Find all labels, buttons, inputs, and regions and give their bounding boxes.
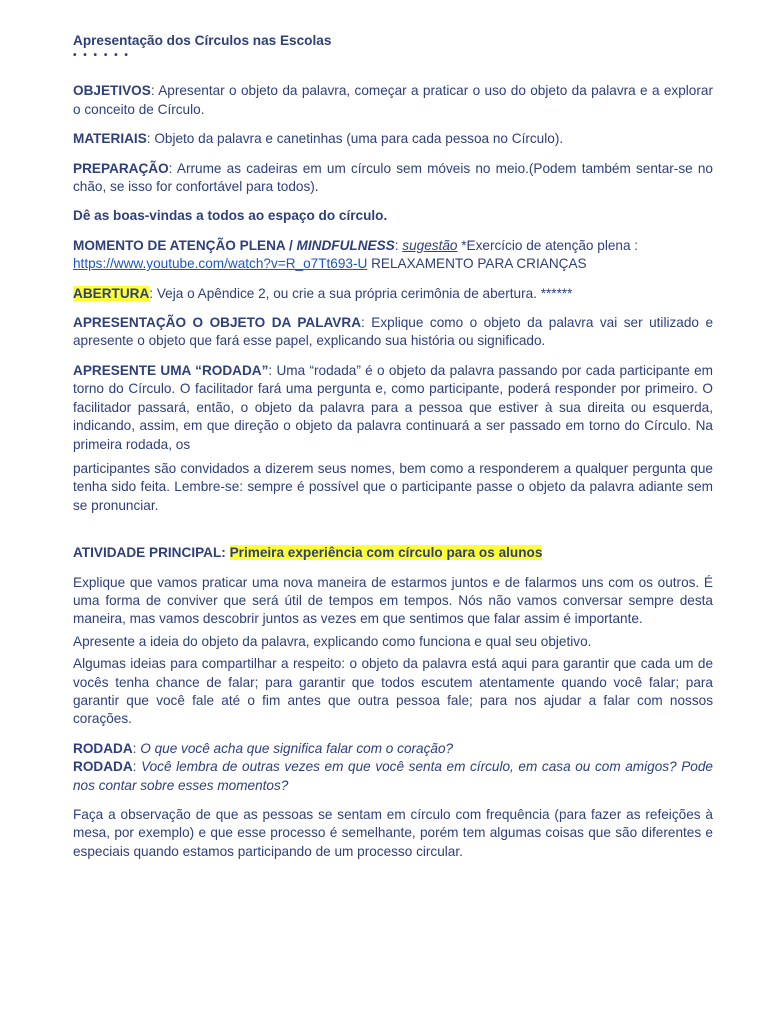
rodadas-paragraph [73, 740, 713, 795]
rodada1-colon: : [132, 740, 141, 756]
mindfulness-label: MINDFULNESS [296, 237, 395, 253]
momento-paragraph [73, 237, 713, 274]
youtube-link[interactable]: https://www.youtube.com/watch?v=R_o7Tt693-U [73, 256, 368, 272]
preparacao-label: PREPARAÇÃO [73, 160, 169, 176]
boas-vindas-paragraph [73, 207, 713, 225]
materiais-paragraph [73, 130, 713, 148]
rodada2-question: Você lembra de outras vezes em que você senta em círculo, em casa ou com amigos? Pode nos contar sobre esses momentos? [73, 759, 713, 793]
rodada-intro-label: APRESENTE UMA “RODADA” [73, 362, 269, 378]
materiais-text: : Objeto da palavra e canetinhas (uma para cada pessoa no Círculo). [146, 131, 564, 147]
document-title: Apresentação dos Círculos nas Escolas [73, 33, 332, 48]
rodada-intro-continuation: participantes são convidados a dizerem seus nomes, bem como a responderem a qualquer pergunta que tenha sido feita. Lembre-se: sempre é possível que o participante passe o objeto da palavra adiante sem se pronunciar. [73, 460, 713, 513]
abertura-paragraph [73, 285, 713, 303]
observacao-paragraph: Faça a observação de que as pessoas se sentam em círculo com frequência (para fazer as refeições à mesa, por exemplo) e que esse processo é semelhante, porém tem algumas coisas que são diferentes e especiais quando estamos participando de um processo circular. [73, 807, 713, 859]
preparacao-text: : Arrume as cadeiras em um círculo sem móveis no meio.(Podem também sentar-se no chão, se isso for confortável para todos). [73, 160, 713, 195]
momento-colon: : [394, 237, 403, 253]
materiais-label: MATERIAIS [73, 131, 147, 147]
rodada1-label: RODADA [73, 740, 133, 756]
spacer [73, 526, 713, 544]
rodada-intro-text: : Uma “rodada” é o objeto da palavra passando por cada participante em torno do Círculo. O facilitador fará uma pergunta e, como participante, poderá responder por primeiro. O facilitador passará, então, o objeto da palavra para a pessoa que estiver à sua direita ou esquerda, indicando, assim, em que direção o objeto da palavra continuará a ser passado em torno do Círculo. Na primeira rodada, os [73, 362, 713, 452]
rodada2-label: RODADA [73, 759, 133, 775]
atividade-highlight: Primeira experiência com círculo para os alunos [229, 545, 543, 561]
sugestao-link[interactable]: sugestão [402, 237, 458, 253]
apresentacao-objeto-label: APRESENTAÇÃO O OBJETO DA PALAVRA [73, 315, 362, 331]
algumas-ideias-paragraph: Algumas ideias para compartilhar a respeito: o objeto da palavra está aqui para garantir que cada um de vocês tenha chance de falar; para garantir que todos escutem atentamente quando você falar; para garantir que você fale até o fim antes que outra pessoa fale; para nos ajudar a falar com nossos corações. [73, 656, 713, 727]
abertura-text: : Veja o Apêndice 2, ou crie a sua própria cerimônia de abertura. ****** [149, 285, 573, 301]
apresentacao-objeto-paragraph [73, 314, 713, 351]
document-page [73, 32, 713, 872]
explique-paragraph: Explique que vamos praticar uma nova maneira de estarmos juntos e de falarmos uns com os outros. É uma forma de conviver que será útil de tempos em tempos. Nós não vamos conversar sempre desta maneira, mas vamos descobrir juntos as vezes em que sentimos que falar assim é importante. [73, 574, 713, 627]
apresentacao-objeto-text: : Explique como o objeto da palavra vai ser utilizado e apresente o objeto que fará esse papel, explicando sua história ou significado. [73, 315, 713, 349]
apresente-ideia-paragraph: Apresente a ideia do objeto da palavra, explicando como funciona e qual seu objetivo. [73, 633, 592, 649]
objetivos-paragraph [73, 82, 713, 119]
objetivos-text: : Apresentar o objeto da palavra, começar a praticar o uso do objeto da palavra e a explorar o conceito de Círculo. [73, 83, 713, 117]
rodada1-question: O que você acha que significa falar com o coração? [140, 740, 454, 756]
preparacao-paragraph [73, 160, 713, 197]
rodada-intro-paragraph [73, 362, 713, 454]
atividade-paragraph [73, 544, 713, 562]
objetivos-label: OBJETIVOS [73, 83, 151, 99]
atividade-label: ATIVIDADE PRINCIPAL: [73, 545, 226, 561]
rodada2-colon: : [132, 759, 142, 775]
boas-vindas-text: Dê as boas-vindas a todos ao espaço do círculo. [73, 208, 388, 224]
title-dots: • • • • • • [73, 50, 130, 62]
momento-after-url: RELAXAMENTO PARA CRIANÇAS [367, 256, 587, 272]
abertura-label: ABERTURA [73, 285, 150, 301]
momento-label: MOMENTO DE ATENÇÃO PLENA / [73, 237, 297, 253]
momento-after: *Exercício de atenção plena : [457, 237, 639, 253]
